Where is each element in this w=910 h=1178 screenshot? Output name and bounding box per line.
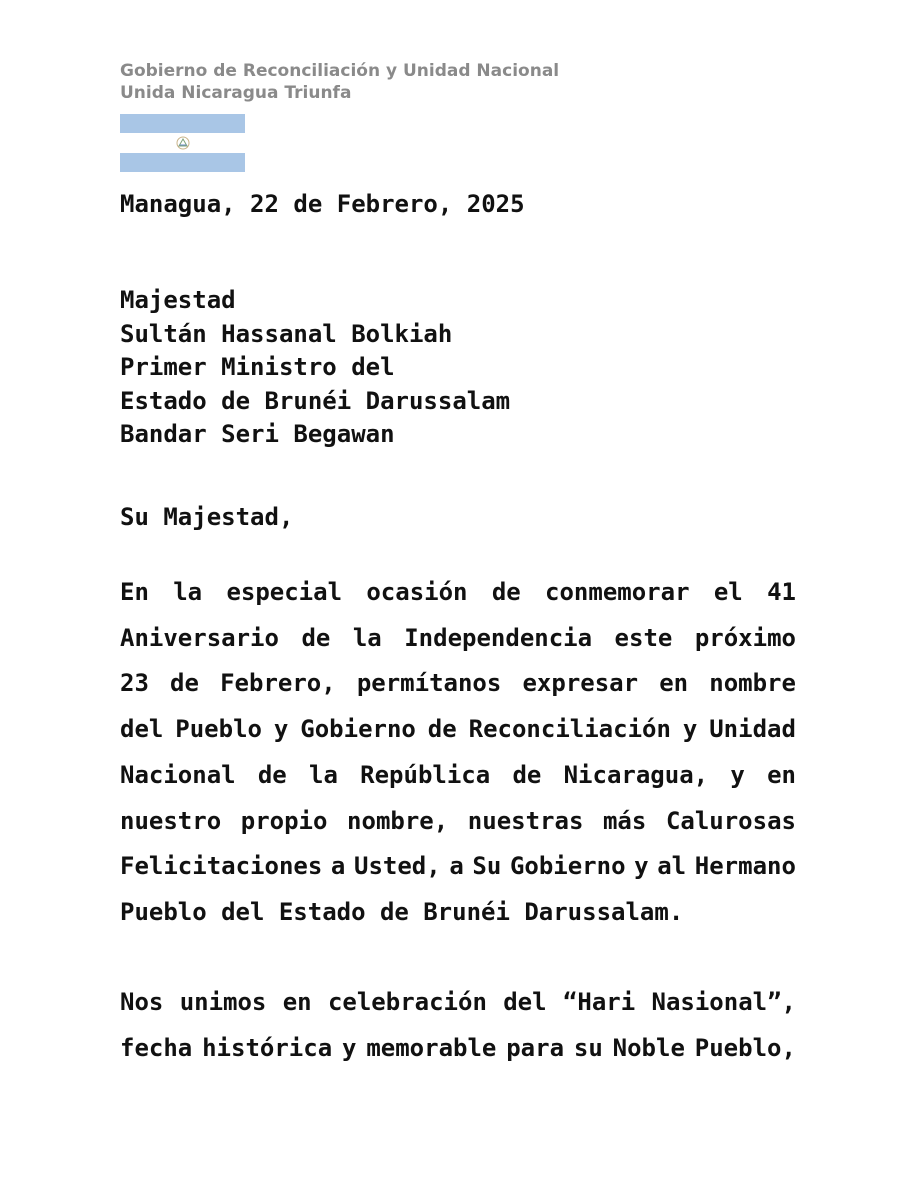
paragraph-line: [120, 1026, 796, 1072]
word: 23: [120, 669, 149, 698]
word: conmemorar: [545, 578, 690, 606]
word: República: [360, 760, 491, 789]
word: Darussalam.: [524, 897, 684, 926]
paragraph-line: [120, 570, 796, 616]
word: de: [379, 897, 409, 926]
word: el: [713, 578, 743, 606]
nicaragua-flag-icon: [120, 114, 245, 172]
flag-center-band: [120, 133, 245, 152]
word: a: [449, 852, 464, 881]
word: de: [301, 623, 331, 652]
word: Unidad: [709, 715, 796, 744]
word: Nicaragua,: [563, 760, 709, 789]
word: unimos: [179, 988, 267, 1016]
word: memorable: [366, 1033, 497, 1062]
word: del: [503, 988, 547, 1016]
word: Usted,: [354, 852, 441, 881]
word: de: [170, 669, 199, 698]
word: Nasional”,: [651, 988, 796, 1016]
word: propio: [240, 806, 328, 835]
word: este: [614, 623, 673, 652]
letterhead: [120, 60, 559, 104]
word: y: [730, 760, 745, 789]
word: de: [257, 760, 287, 789]
paragraph-line: [120, 661, 796, 707]
word: Gobierno: [509, 852, 626, 881]
word: la: [173, 578, 203, 606]
word: ocasión: [366, 578, 468, 606]
word: nuestras: [467, 806, 584, 835]
word: Calurosas: [665, 806, 796, 835]
word: 41: [767, 578, 796, 606]
word: Gobierno: [300, 715, 416, 744]
paragraph-line: [120, 799, 796, 845]
word: Nos: [120, 988, 164, 1016]
word: Reconciliación: [468, 715, 671, 744]
word: su: [573, 1033, 603, 1062]
paragraph-line: [120, 890, 796, 936]
word: más: [602, 806, 647, 835]
addressee-line: Majestad: [120, 286, 236, 314]
word: celebración: [327, 988, 487, 1016]
paragraph-line: [120, 707, 796, 753]
paragraph-line: [120, 753, 796, 799]
paragraph-line: [120, 844, 796, 890]
paragraph-line: [120, 616, 796, 662]
word: Independencia: [404, 623, 593, 652]
letter-date: Managua, 22 de Febrero, 2025: [120, 190, 525, 218]
coat-of-arms-icon: [176, 136, 190, 150]
word: Felicitaciones: [120, 852, 323, 881]
word: Pueblo,: [694, 1033, 796, 1062]
word: Pueblo: [175, 715, 262, 744]
word: Pueblo: [120, 897, 207, 926]
word: Noble: [612, 1033, 685, 1062]
word: para: [506, 1033, 565, 1062]
addressee-line: Primer Ministro del: [120, 353, 395, 381]
word: al: [657, 852, 687, 881]
addressee-line: Bandar Seri Begawan: [120, 420, 395, 448]
word: fecha: [120, 1033, 193, 1062]
word: Aniversario: [120, 623, 279, 652]
body-paragraph-1: [120, 570, 796, 936]
word: de: [512, 760, 542, 789]
word: especial: [226, 578, 343, 606]
word: nombre: [709, 669, 796, 698]
word: “Hari: [562, 988, 636, 1016]
letterhead-motto: Unida Nicaragua Triunfa: [120, 83, 352, 103]
flag-bottom-band: [120, 153, 245, 172]
word: y: [273, 715, 289, 744]
word: Estado: [278, 897, 366, 926]
word: la: [352, 623, 382, 652]
word: nuestro: [120, 806, 222, 835]
word: permítanos: [356, 669, 502, 698]
word: En: [120, 578, 149, 606]
word: de: [491, 578, 521, 606]
word: Nacional: [120, 760, 236, 789]
salutation: Su Majestad,: [120, 503, 294, 531]
word: del: [221, 897, 265, 926]
word: del: [120, 715, 164, 744]
paragraph-line: [120, 980, 796, 1026]
word: Su: [472, 852, 502, 881]
addressee-block: [120, 284, 510, 452]
addressee-line: Estado de Brunéi Darussalam: [120, 386, 511, 415]
flag-top-band: [120, 114, 245, 133]
body-paragraph-2: [120, 980, 796, 1071]
word: expresar: [522, 669, 639, 698]
word: la: [309, 760, 338, 789]
word: histórica: [202, 1033, 333, 1062]
word: a: [330, 852, 346, 881]
word: Brunéi: [423, 897, 510, 926]
word: en: [282, 988, 312, 1016]
word: en: [659, 669, 689, 698]
word: y: [634, 852, 649, 881]
letterhead-government-name: Gobierno de Reconciliación y Unidad Nacional: [120, 61, 560, 81]
word: nombre,: [347, 806, 449, 835]
word: próximo: [694, 623, 796, 652]
word: y: [342, 1033, 357, 1062]
word: de: [427, 715, 457, 744]
addressee-line: Sultán Hassanal Bolkiah: [120, 319, 453, 348]
word: en: [767, 760, 796, 789]
word: y: [682, 715, 698, 744]
word: Hermano: [694, 852, 796, 881]
word: Febrero,: [220, 669, 336, 698]
